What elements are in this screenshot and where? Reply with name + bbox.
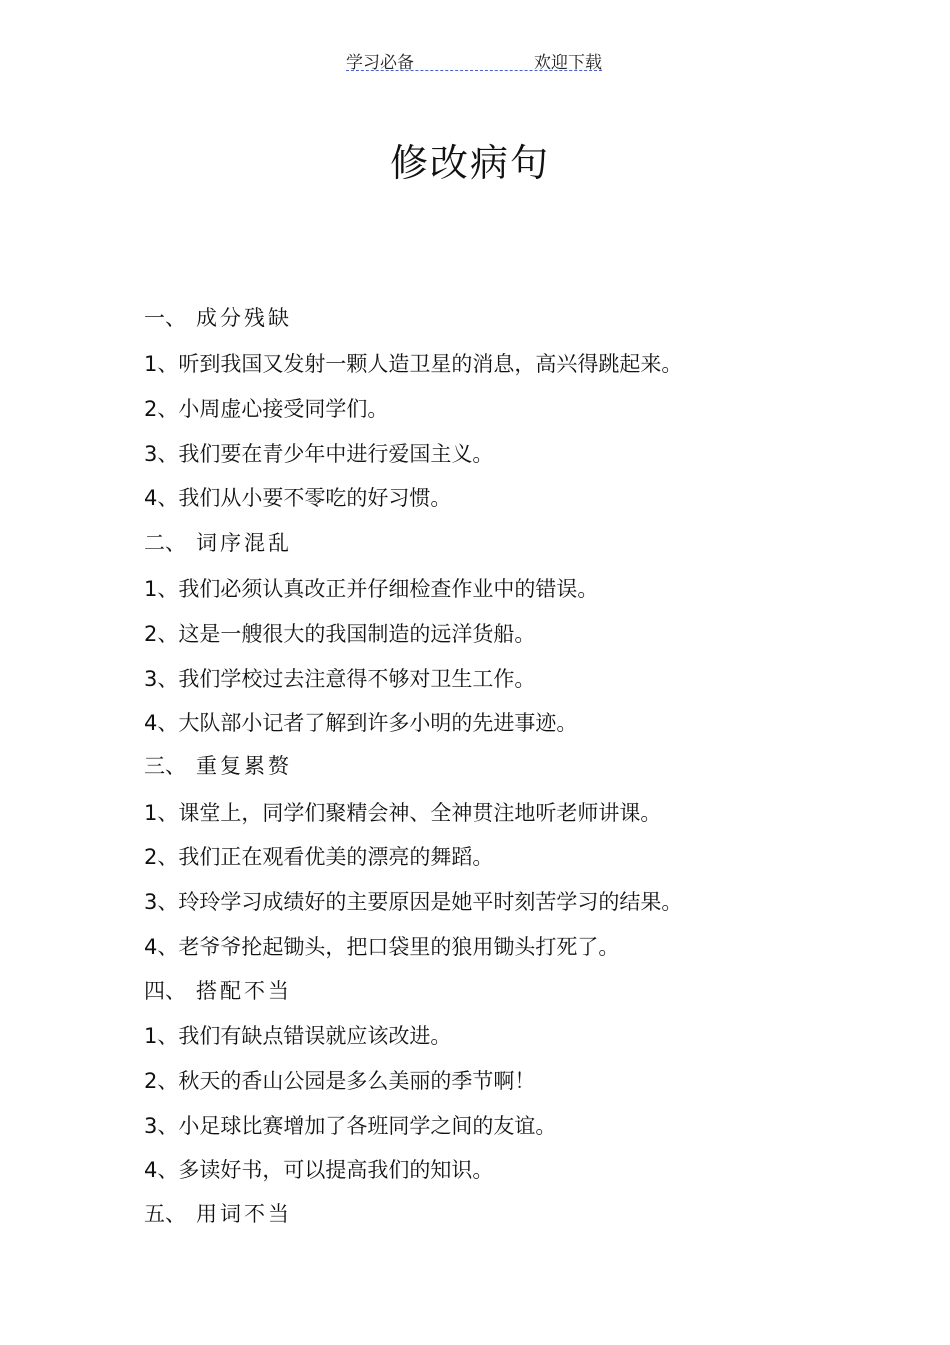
section-label: 搭配不当 — [196, 979, 292, 1003]
list-item: 4、多读好书，可以提高我们的知识。 — [144, 1158, 494, 1182]
section-label: 词序混乱 — [196, 531, 292, 555]
list-item: 2、这是一艘很大的我国制造的远洋货船。 — [144, 622, 536, 646]
page-header — [346, 46, 602, 71]
list-item: 4、大队部小记者了解到许多小明的先进事迹。 — [144, 711, 578, 735]
section-heading — [144, 529, 292, 557]
list-item: 3、小足球比赛增加了各班同学之间的友谊。 — [144, 1114, 557, 1138]
list-item: 2、小周虚心接受同学们。 — [144, 397, 389, 421]
section-label: 成分残缺 — [196, 306, 292, 330]
list-item: 1、听到我国又发射一颗人造卫星的消息，高兴得跳起来。 — [144, 352, 683, 376]
section-number: 一、 — [144, 306, 186, 330]
list-item: 3、玲玲学习成绩好的主要原因是她平时刻苦学习的结果。 — [144, 890, 683, 914]
section-number: 三、 — [144, 754, 186, 778]
list-item: 2、秋天的香山公园是多么美丽的季节啊！ — [144, 1069, 536, 1093]
section-heading — [144, 304, 292, 332]
list-item: 2、我们正在观看优美的漂亮的舞蹈。 — [144, 845, 494, 869]
list-item: 3、我们学校过去注意得不够对卫生工作。 — [144, 667, 536, 691]
list-item: 1、课堂上，同学们聚精会神、全神贯注地听老师讲课。 — [144, 801, 662, 825]
list-item: 1、我们有缺点错误就应该改进。 — [144, 1024, 452, 1048]
list-item: 1、我们必须认真改正并仔细检查作业中的错误。 — [144, 577, 599, 601]
section-label: 重复累赘 — [196, 754, 292, 778]
header-right-text: 欢迎下载 — [534, 53, 602, 73]
section-heading — [144, 977, 292, 1005]
section-number: 四、 — [144, 979, 186, 1003]
header-left-text: 学习必备 — [346, 53, 414, 73]
section-number: 五、 — [144, 1202, 186, 1226]
list-item: 4、我们从小要不零吃的好习惯。 — [144, 486, 452, 510]
section-label: 用词不当 — [196, 1202, 292, 1226]
section-heading — [144, 752, 292, 780]
list-item: 4、老爷爷抡起锄头，把口袋里的狼用锄头打死了。 — [144, 935, 620, 959]
section-number: 二、 — [144, 531, 186, 555]
section-heading — [144, 1200, 292, 1228]
page-title: 修改病句 — [389, 141, 550, 185]
list-item: 3、我们要在青少年中进行爱国主义。 — [144, 442, 494, 466]
